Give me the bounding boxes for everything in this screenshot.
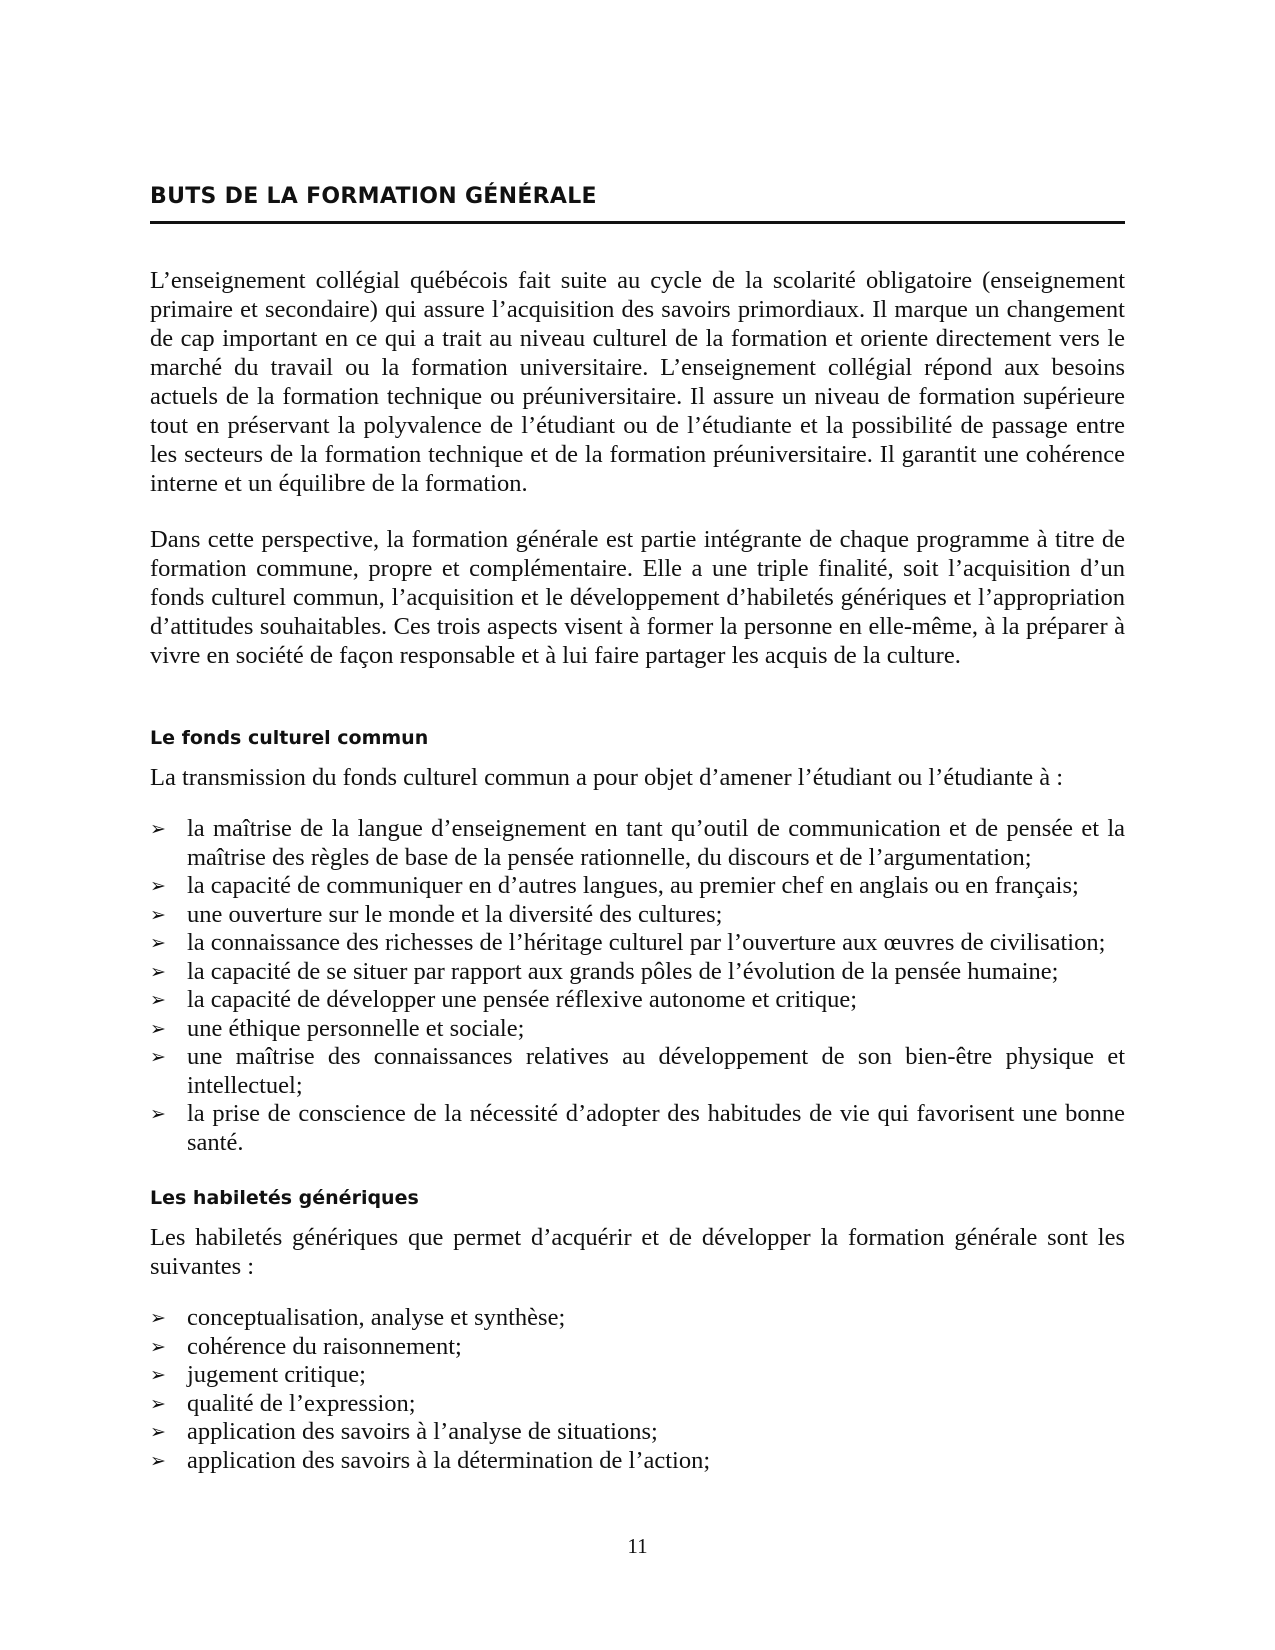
arrow-bullet-icon: ➢ (150, 903, 166, 926)
list-item (150, 986, 1125, 1015)
list-item (150, 901, 1125, 930)
list-item-text: cohérence du raisonnement; (187, 1332, 462, 1360)
arrow-bullet-icon: ➢ (150, 1421, 166, 1443)
page-number: 11 (627, 1534, 648, 1558)
list-fonds-culturel (150, 815, 1125, 1157)
list-item-text: qualité de l’expression; (187, 1389, 416, 1417)
list-item (150, 1333, 1125, 1362)
list-item-text: la capacité de communiquer en d’autres langues, au premier chef en anglais ou en français; (187, 872, 1079, 899)
list-item (150, 1043, 1125, 1100)
arrow-bullet-icon: ➢ (150, 1017, 166, 1040)
arrow-bullet-icon: ➢ (150, 1103, 166, 1125)
list-item (150, 929, 1125, 958)
list-item-text: la maîtrise de la langue d’enseignement en tant qu’outil de communication et de pensée et la maîtrise des règles de base de la pensée rationnelle, du discours et de l’argumentation; (187, 815, 1125, 871)
arrow-bullet-icon: ➢ (150, 960, 166, 983)
page-title: BUTS DE LA FORMATION GÉNÉRALE (150, 184, 597, 209)
list-item (150, 1100, 1125, 1157)
arrow-bullet-icon: ➢ (150, 932, 166, 954)
list-item (150, 1390, 1125, 1419)
list-item-text: application des savoirs à la détermination de l’action; (187, 1446, 711, 1474)
list-item (150, 815, 1125, 872)
list-item (150, 1361, 1125, 1390)
arrow-bullet-icon: ➢ (150, 1335, 166, 1358)
list-item (150, 1304, 1125, 1333)
arrow-bullet-icon: ➢ (150, 875, 166, 897)
list-habiletes (150, 1304, 1125, 1475)
list-item-text: la capacité de se situer par rapport aux grands pôles de l’évolution de la pensée humaine; (187, 957, 1059, 985)
paragraph-intro: L’enseignement collégial québécois fait suite au cycle de la scolarité obligatoire (enseignement primaire et secondaire) qui assure l’acquisition des savoirs primordiaux. Il marque un changement de cap important en ce qui a trait au niveau culturel de la formation et oriente directement vers le marché du travail ou la formation universitaire. L’enseignement collégial répond aux besoins actuels de la formation technique ou préuniversitaire. Il assure un niveau de formation supérieure tout en préservant la polyvalence de l’étudiant ou de l’étudiante et la possibilité de passage entre les secteurs de la formation technique et de la formation préuniversitaire. Il garantit une cohérence interne et un équilibre de la formation. (150, 267, 1125, 497)
list-item-text: application des savoirs à l’analyse de situations; (187, 1418, 658, 1445)
list-item-text: jugement critique; (187, 1361, 366, 1388)
list-item-text: la prise de conscience de la nécessité d’adopter des habitudes de vie qui favorisent une bonne santé. (187, 1100, 1125, 1156)
list-item (150, 872, 1125, 901)
arrow-bullet-icon: ➢ (150, 1046, 166, 1068)
arrow-bullet-icon: ➢ (150, 1364, 166, 1386)
list-item-text: la capacité de développer une pensée réflexive autonome et critique; (187, 986, 858, 1013)
list-item (150, 1447, 1125, 1476)
list-item-text: une ouverture sur le monde et la diversité des cultures; (187, 900, 723, 928)
list-item-text: la connaissance des richesses de l’héritage culturel par l’ouverture aux œuvres de civilisation; (187, 929, 1106, 956)
list-item-text: une éthique personnelle et sociale; (187, 1014, 525, 1042)
title-underline (150, 221, 1125, 224)
section-heading-habiletes: Les habiletés génériques (150, 1187, 419, 1209)
list-item-text: une maîtrise des connaissances relatives au développement de son bien-être physique et intellectuel; (187, 1043, 1125, 1099)
section-intro-habiletes: Les habiletés génériques que permet d’acquérir et de développer la formation générale sont les suivantes : (150, 1224, 1125, 1280)
arrow-bullet-icon: ➢ (150, 1449, 166, 1472)
arrow-bullet-icon: ➢ (150, 1307, 166, 1329)
paragraph-perspective: Dans cette perspective, la formation générale est partie intégrante de chaque programme à titre de formation commune, propre et complémentaire. Elle a une triple finalité, soit l’acquisition d’un fonds culturel commun, l’acquisition et le développement d’habiletés génériques et l’appropriation d’attitudes souhaitables. Ces trois aspects visent à former la personne en elle-même, à la préparer à vivre en société de façon responsable et à lui faire partager les acquis de la culture. (150, 526, 1125, 669)
list-item (150, 1015, 1125, 1044)
arrow-bullet-icon: ➢ (150, 1392, 166, 1415)
section-intro-fonds-culturel: La transmission du fonds culturel commun a pour objet d’amener l’étudiant ou l’étudiante à : (150, 764, 1064, 791)
arrow-bullet-icon: ➢ (150, 818, 166, 840)
arrow-bullet-icon: ➢ (150, 989, 166, 1011)
list-item (150, 1418, 1125, 1447)
section-heading-fonds-culturel: Le fonds culturel commun (150, 727, 429, 749)
document-page (150, 0, 1125, 1650)
list-item-text: conceptualisation, analyse et synthèse; (187, 1304, 566, 1331)
list-item (150, 958, 1125, 987)
